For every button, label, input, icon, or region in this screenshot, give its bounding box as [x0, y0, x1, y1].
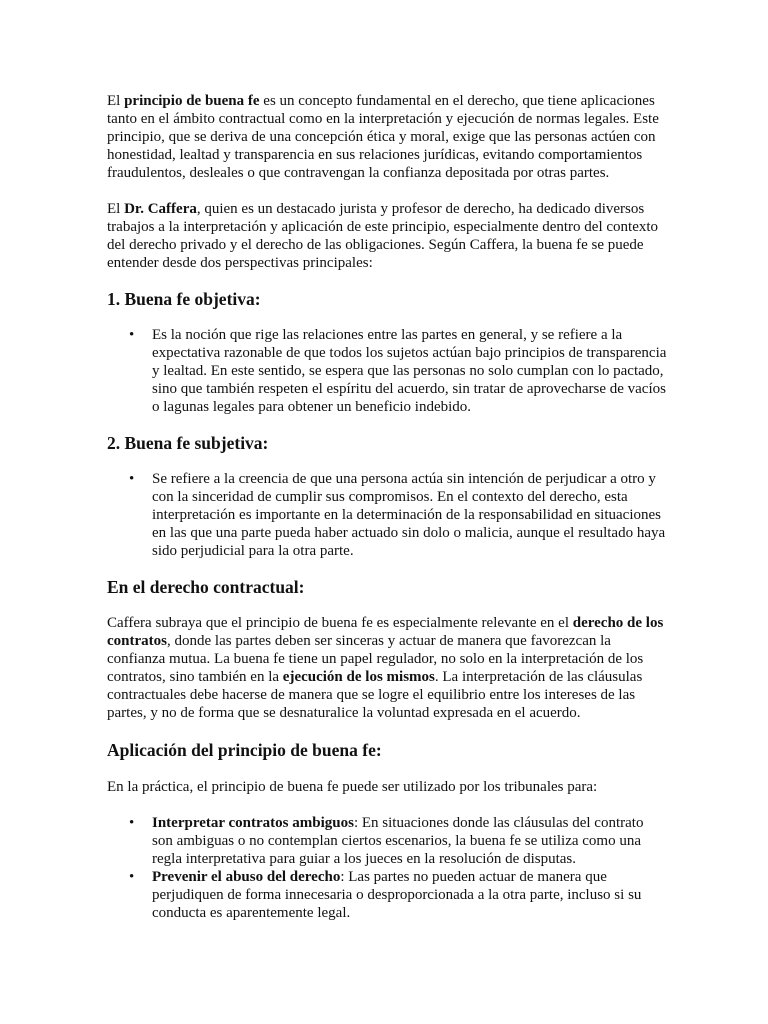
list-item: [152, 868, 667, 922]
caffera-paragraph: [107, 200, 667, 272]
heading-aplicacion: Aplicación del principio de buena fe:: [107, 740, 382, 760]
list-item: • Es la noción que rige las relaciones entre las partes en general, y se refiere a la expectativa razonable de que todos los sujetos actúan bajo principios de transparencia y lealtad. En este sentido, se espera que las personas no solo cumplan con lo pactado, sino que también respeten el espíritu del acuerdo, sin tratar de aprovecharse de vacíos o lagunas legales para obtener un beneficio indebido.: [152, 326, 667, 416]
list-item: • Se refiere a la creencia de que una persona actúa sin intención de perjudicar a otro y con la sinceridad de cumplir sus compromisos. En el contexto del derecho, esta interpretación es importante en la determinación de la responsabilidad en situaciones en las que una parte pueda haber actuado sin dolo o malicia, aunque el resultado haya sido perjudicial para la otra parte.: [152, 470, 667, 560]
aplicacion-paragraph: En la práctica, el principio de buena fe puede ser utilizado por los tribunales para:: [107, 779, 598, 795]
list-item-text: : En situaciones donde las cláusulas del contrato son ambiguas o no contemplan ciertos escenarios, la buena fe se utiliza como una regla interpretativa para guiar a los jueces en la resolución de disputas.: [152, 815, 644, 867]
contractual-bold-2: ejecución de los mismos: [282, 669, 435, 685]
caffera-bold-name: Dr. Caffera: [124, 201, 197, 217]
intro-text-rest: es un concepto fundamental en el derecho, que tiene aplicaciones tanto en el ámbito contractual como en la interpretación y ejecución de normas legales. Este principio, que se deriva de una concepción ética y moral, exige que las personas actúen con honestidad, lealtad y transparencia en sus relaciones jurídicas, evitando comportamientos fraudulentos, desleales o que contravengan la confianza depositada por otras partes.: [107, 93, 659, 181]
heading-derecho-contractual: En el derecho contractual:: [107, 577, 305, 597]
list-item-bold: Interpretar contratos ambiguos: [152, 815, 354, 831]
document-page: [107, 92, 667, 922]
intro-text-start: El: [107, 93, 125, 109]
contractual-text-2: , donde las partes deben ser sinceras y actuar de manera que favorezcan la confianza mutua. La buena fe tiene un papel regulador, no solo en la interpretación de los contratos, sino también en la: [107, 633, 644, 685]
subjetiva-list: [107, 470, 667, 560]
heading-buena-fe-objetiva: 1. Buena fe objetiva:: [107, 289, 261, 309]
intro-bold-term: principio de buena fe: [124, 93, 260, 109]
caffera-text-start: El: [107, 201, 125, 217]
contractual-paragraph: [107, 614, 667, 722]
list-item: [152, 814, 667, 868]
contractual-text-1: Caffera subraya que el principio de buena fe es especialmente relevante en el: [107, 615, 573, 631]
contractual-bold-1: derecho de los contratos: [107, 615, 664, 649]
caffera-text-rest: , quien es un destacado jurista y profesor de derecho, ha dedicado diversos trabajos a la interpretación y aplicación de este principio, especialmente dentro del contexto del derecho privado y el derecho de las obligaciones. Según Caffera, la buena fe se puede entender desde dos perspectivas principales:: [107, 201, 659, 271]
contractual-text-3: . La interpretación de las cláusulas contractuales debe hacerse de manera que se logre el equilibrio entre los intereses de las partes, y no de forma que se desnaturalice la voluntad expresada en el acuerdo.: [107, 669, 643, 721]
list-item-text: : Las partes no pueden actuar de manera que perjudiquen de forma innecesaria o desproporcionada a la otra parte, incluso si su conducta es aparentemente legal.: [152, 869, 642, 921]
intro-paragraph: [107, 92, 667, 182]
list-item-bold: Prevenir el abuso del derecho: [152, 869, 341, 885]
aplicacion-list: [107, 814, 667, 922]
objetiva-list: [107, 326, 667, 416]
heading-buena-fe-subjetiva: 2. Buena fe subjetiva:: [107, 433, 269, 453]
